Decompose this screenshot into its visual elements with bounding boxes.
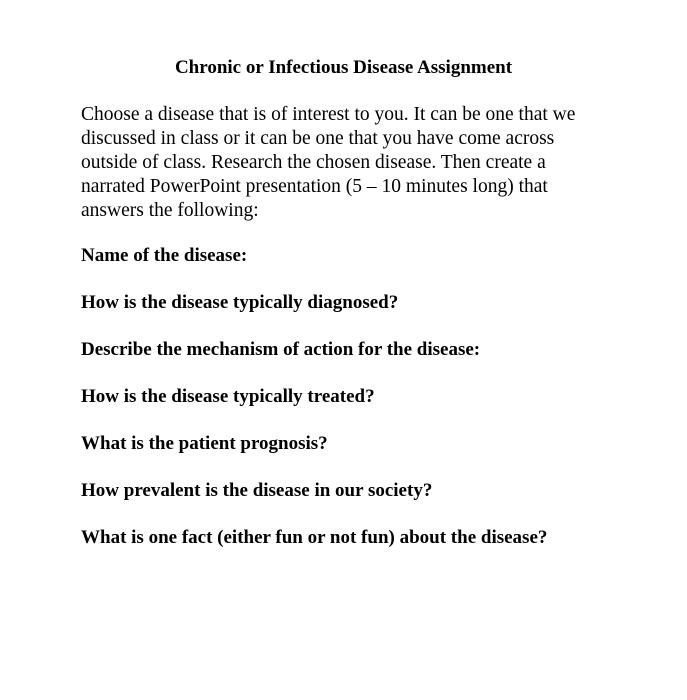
- document-title: Chronic or Infectious Disease Assignment: [174, 57, 513, 78]
- intro-line: discussed in class or it can be one that you have come across: [81, 128, 555, 149]
- question-disease-name: Name of the disease:: [81, 245, 248, 266]
- question-diagnosis: How is the disease typically diagnosed?: [81, 292, 399, 313]
- question-fun-fact: What is one fact (either fun or not fun) about the disease?: [81, 527, 548, 548]
- intro-paragraph: [81, 103, 621, 223]
- question-treatment: How is the disease typically treated?: [81, 386, 375, 407]
- intro-line: Choose a disease that is of interest to you. It can be one that we: [81, 104, 576, 125]
- intro-line: answers the following:: [81, 200, 259, 221]
- intro-line: narrated PowerPoint presentation (5 – 10 minutes long) that: [81, 176, 548, 197]
- question-prevalence: How prevalent is the disease in our society?: [81, 480, 433, 501]
- question-mechanism: Describe the mechanism of action for the disease:: [81, 339, 481, 360]
- intro-line: outside of class. Research the chosen disease. Then create a: [81, 152, 546, 173]
- question-prognosis: What is the patient prognosis?: [81, 433, 328, 454]
